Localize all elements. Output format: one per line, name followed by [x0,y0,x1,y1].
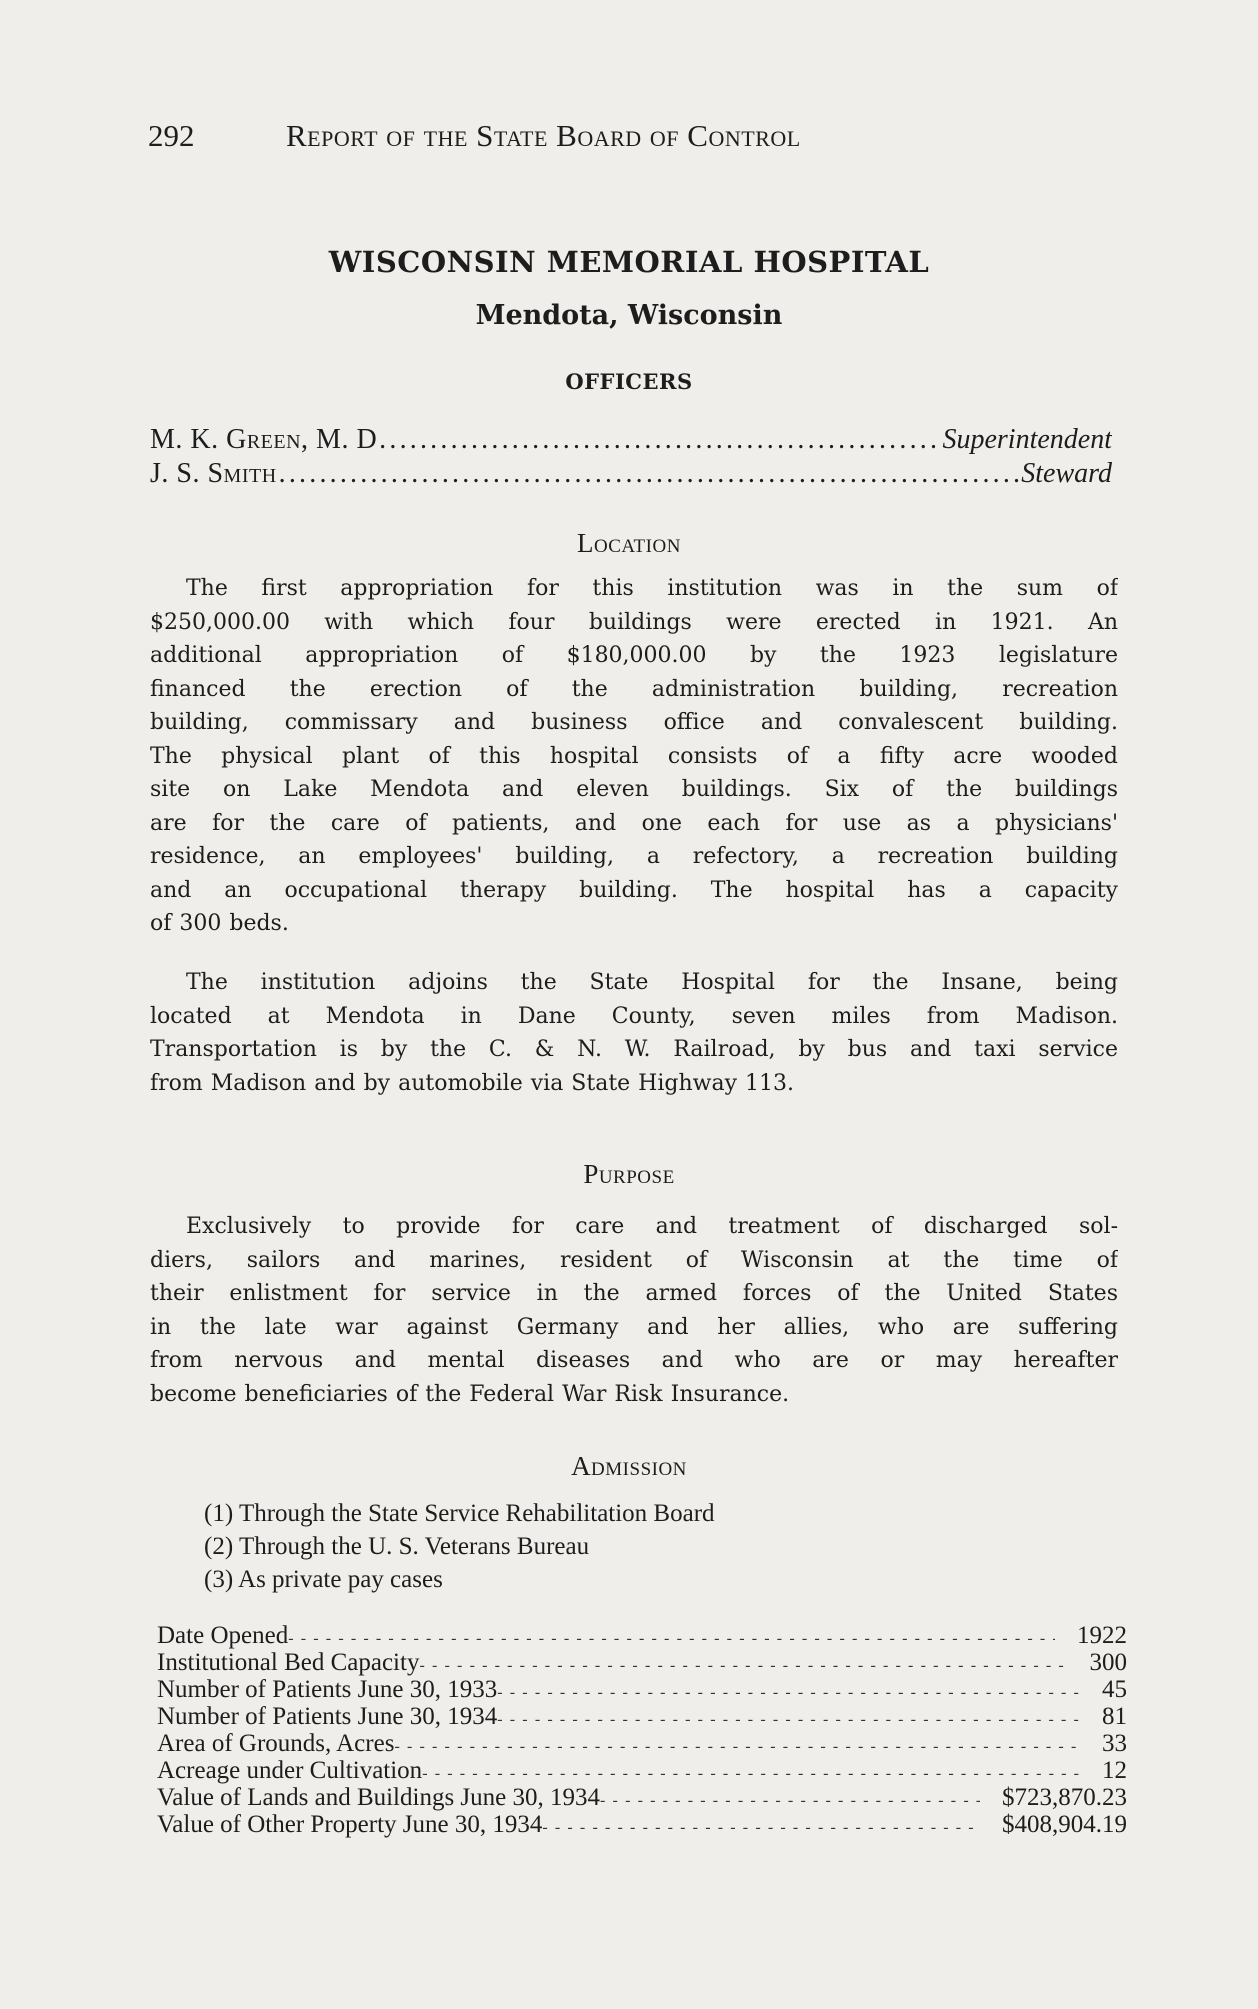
text-line: located at Mendota in Dane County, seven miles from Madison. [150,1003,1118,1029]
text-line: Transportation is by the C. & N. W. Railroad, by bus and taxi service [150,1037,1118,1062]
leader-dashes [542,1814,980,1841]
purpose-heading: Purpose [583,1159,675,1189]
statistic-value: 45 [1102,1676,1127,1703]
officers-heading: OFFICERS [565,369,693,394]
location-heading: Location [577,528,681,558]
statistic-label: Institutional Bed Capacity [157,1649,420,1676]
text-line: in the late war against Germany and her allies, who are suffering [150,1314,1118,1340]
statistic-label: Value of Other Property June 30, 1934 [157,1811,543,1838]
page-number: 292 [148,118,195,153]
statistic-value: 300 [1089,1649,1127,1676]
officer-row [150,458,1112,490]
location-paragraph-1 [150,572,1118,941]
leader-dashes [497,1679,1080,1706]
statistic-label: Acreage under Cultivation [157,1757,423,1784]
leader-dots [277,458,1022,490]
statistics-row [157,1811,1127,1838]
statistics-table [157,1622,1127,1838]
text-line: building, commissary and business office and convalescent building. [150,710,1118,735]
statistics-row [157,1622,1127,1649]
institution-place: Mendota, Wisconsin [475,300,783,331]
admission-item: (1) Through the State Service Rehabilitation Board [204,1500,715,1527]
admission-item: (3) As private pay cases [204,1566,443,1593]
statistics-row [157,1757,1127,1784]
leader-dashes [288,1625,1055,1652]
admission-list [204,1497,715,1596]
text-line: become beneficiaries of the Federal War Risk Insurance. [150,1381,790,1407]
officer-row [150,424,1112,456]
text-line: are for the care of patients, and one each for use as a physicians' [150,810,1118,836]
leader-dashes [394,1733,1080,1760]
statistics-row [157,1784,1127,1811]
statistic-value: 1922 [1077,1622,1127,1649]
text-line: residence, an employees' building, a refectory, a recreation building [150,844,1118,869]
statistic-value: $408,904.19 [1002,1811,1127,1838]
leader-dashes [422,1760,1080,1787]
statistic-label: Number of Patients June 30, 1933 [157,1676,498,1703]
officer-role: Steward [1021,458,1112,489]
statistic-label: Value of Lands and Buildings June 30, 1934 [157,1784,601,1811]
statistics-row [157,1730,1127,1757]
statistic-label: Area of Grounds, Acres [157,1730,395,1757]
text-line: $250,000.00 with which four buildings were erected in 1921. An [150,609,1118,635]
statistics-row [157,1703,1127,1730]
purpose-paragraph [150,1210,1118,1411]
text-line: diers, sailors and marines, resident of Wisconsin at the time of [150,1247,1118,1273]
leader-dashes [419,1652,1067,1679]
text-line: and an occupational therapy building. The hospital has a capacity [150,877,1118,903]
statistic-label: Number of Patients June 30, 1934 [157,1703,498,1730]
text-line: The institution adjoins the State Hospital for the Insane, being [186,970,1118,995]
text-line: of 300 beds. [150,911,289,936]
location-paragraph-2 [150,966,1118,1100]
text-line: The physical plant of this hospital consists of a fifty acre wooded [150,743,1118,769]
running-header [148,118,1048,162]
leader-dashes [600,1787,980,1814]
text-line: additional appropriation of $180,000.00 by the 1923 legislature [150,643,1118,668]
statistics-row [157,1676,1127,1703]
text-line: their enlistment for service in the armed forces of the United States [150,1281,1118,1306]
admission-item: (2) Through the U. S. Veterans Bureau [204,1533,590,1560]
officer-role: Superintendent [942,424,1112,455]
leader-dashes [497,1706,1080,1733]
statistic-value: 12 [1102,1757,1127,1784]
text-line: site on Lake Mendota and eleven buildings. Six of the buildings [150,777,1118,802]
text-line: Exclusively to provide for care and treatment of discharged sol- [186,1214,1118,1239]
statistic-value: 33 [1102,1730,1127,1757]
text-line: from Madison and by automobile via State Highway 113. [150,1070,795,1096]
text-line: from nervous and mental diseases and who are or may hereafter [150,1348,1118,1373]
leader-dots [377,424,942,456]
text-line: The first appropriation for this institution was in the sum of [186,576,1118,601]
institution-title: WISCONSIN MEMORIAL HOSPITAL [328,245,930,279]
statistic-label: Date Opened [157,1622,289,1649]
officer-name: M. K. Green, M. D [150,424,378,455]
statistic-value: 81 [1102,1703,1127,1730]
running-title: Report of the State Board of Control [286,118,801,153]
statistic-value: $723,870.23 [1002,1784,1127,1811]
admission-heading: Admission [571,1451,687,1481]
text-line: financed the erection of the administration building, recreation [150,676,1118,702]
statistics-row [157,1649,1127,1676]
officer-name: J. S. Smith [150,458,277,489]
